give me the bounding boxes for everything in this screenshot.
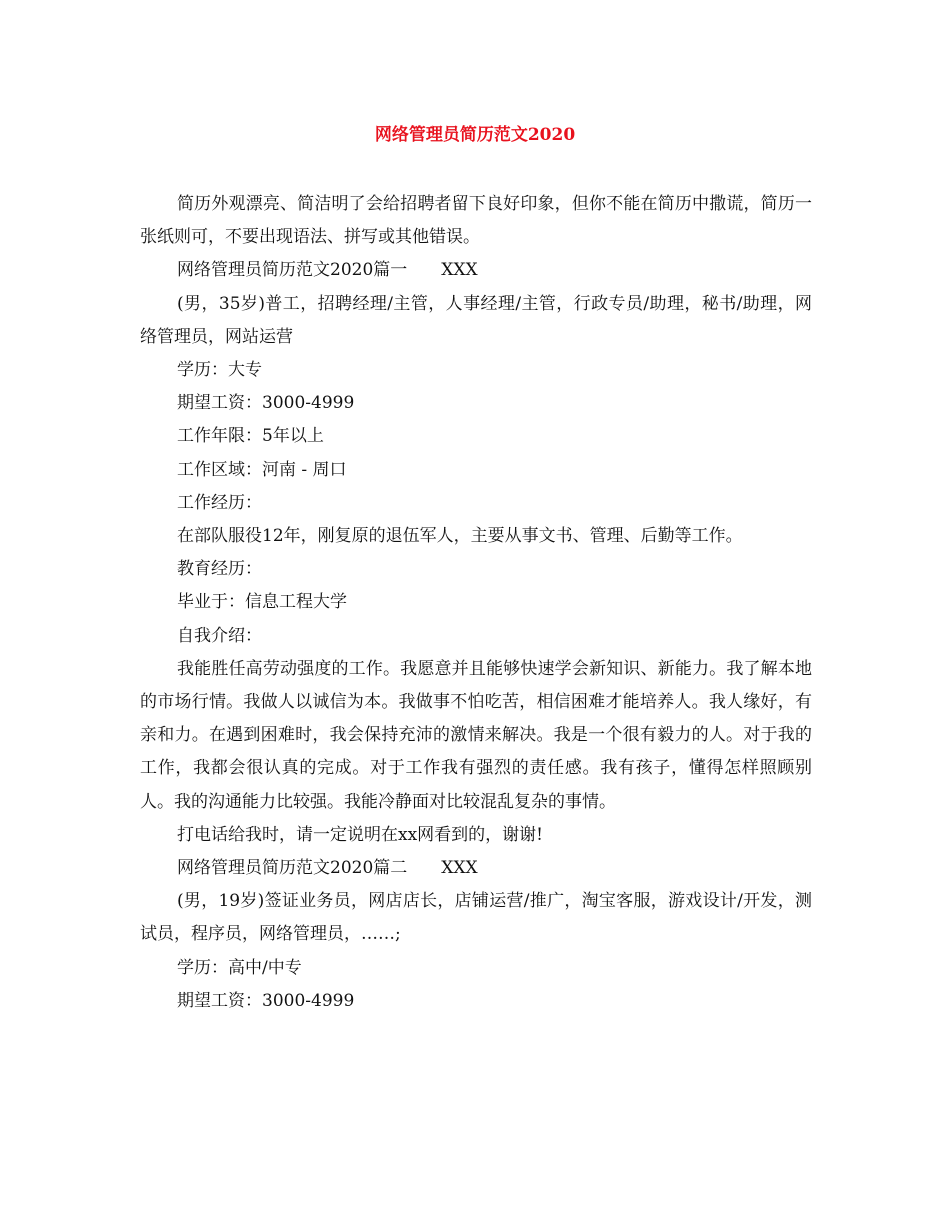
resume-1-region: 工作区域：河南 - 周口 — [177, 459, 347, 480]
resume-2-salary: 期望工资：3000-4999 — [177, 990, 355, 1011]
resume-1-edu-detail: 毕业于：信息工程大学 — [177, 592, 347, 613]
resume-1-years: 工作年限：5年以上 — [177, 426, 324, 447]
resume-1-heading: 网络管理员简历范文2020篇一 XXX — [177, 260, 478, 281]
resume-1-salary: 期望工资：3000-4999 — [177, 393, 355, 414]
resume-1-edu-label: 教育经历： — [177, 559, 262, 580]
resume-1-contact-note: 打电话给我时，请一定说明在xx网看到的，谢谢! — [177, 824, 544, 845]
intro-paragraph: 简历外观漂亮、简洁明了会给招聘者留下良好印象，但你不能在简历中撒谎，简历一张纸则可，不要出现语法、拼写或其他错误。 — [140, 194, 812, 248]
document-title: 网络管理员简历范文2020 — [374, 125, 576, 145]
resume-1-summary: (男，35岁)普工，招聘经理/主管，人事经理/主管，行政专员/助理，秘书/助理，网络管理员，网站运营 — [140, 293, 812, 347]
resume-1-work-label: 工作经历： — [177, 492, 262, 513]
resume-1-work-detail: 在部队服役12年，刚复原的退伍军人，主要从事文书、管理、后勤等工作。 — [177, 526, 743, 547]
document-body — [140, 188, 812, 1018]
resume-2-education: 学历：高中/中专 — [177, 957, 302, 978]
resume-1-intro-detail: 我能胜任高劳动强度的工作。我愿意并且能够快速学会新知识、新能力。我了解本地的市场行情。我做人以诚信为本。我做事不怕吃苦，相信困难才能培养人。我人缘好，有亲和力。在遇到困难时，我会保持充沛的激情来解决。我是一个很有毅力的人。对于我的工作，我都会很认真的完成。对于工作我有强烈的责任感。我有孩子，懂得怎样照顾别人。我的沟通能力比较强。我能冷静面对比较混乱复杂的事情。 — [140, 658, 812, 812]
resume-1-intro-label: 自我介绍： — [177, 625, 262, 646]
resume-2-summary: (男，19岁)签证业务员，网店店长，店铺运营/推广，淘宝客服，游戏设计/开发，测试员，程序员，网络管理员，……; — [140, 891, 812, 945]
resume-2-heading: 网络管理员简历范文2020篇二 XXX — [177, 858, 478, 879]
resume-1-education: 学历：大专 — [177, 360, 262, 381]
